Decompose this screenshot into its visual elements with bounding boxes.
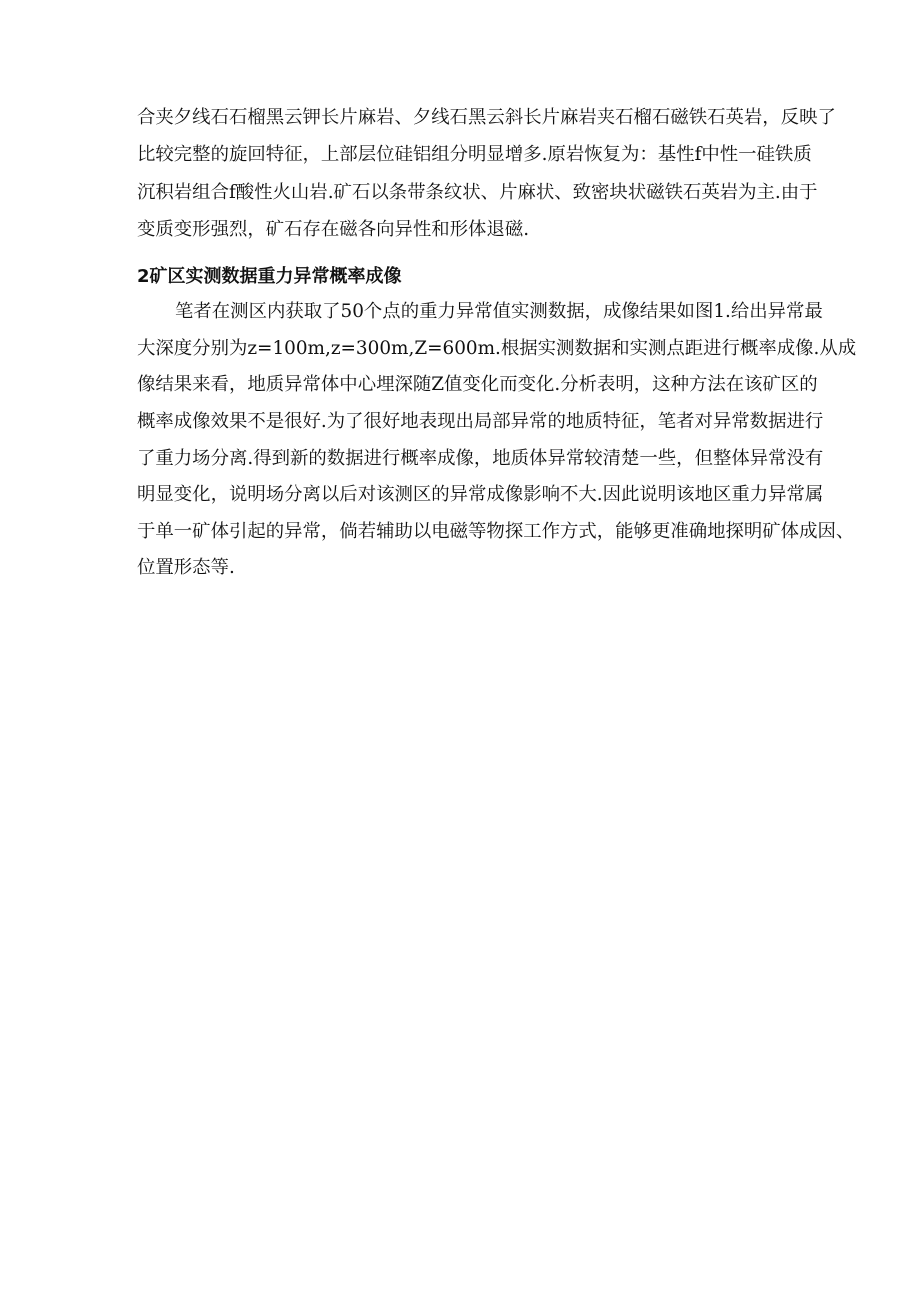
paragraph2-line-2: 大深度分别为z=100m,z=300m,Z=600m.根据实测数据和实测点距进行概率成像.从成 (137, 338, 857, 359)
section-heading: 2矿区实测数据重力异常概率成像 (137, 266, 402, 287)
paragraph2-line-3: 像结果来看，地质异常体中心埋深随Z值变化而变化.分析表明，这种方法在该矿区的 (137, 374, 818, 395)
paragraph2-line-4: 概率成像效果不是很好.为了很好地表现出局部异常的地质特征，笔者对异常数据进行 (137, 411, 824, 432)
paragraph1-line-4: 变质变形强烈，矿石存在磁各向异性和形体退磁. (137, 219, 530, 240)
paragraph2-line-5: 了重力场分离.得到新的数据进行概率成像，地质体异常较清楚一些，但整体异常没有 (137, 448, 824, 469)
paragraph2-line-1: 笔者在测区内获取了50个点的重力异常值实测数据，成像结果如图1.给出异常最 (175, 301, 823, 322)
paragraph2-line-7: 于单一矿体引起的异常，倘若辅助以电磁等物探工作方式，能够更准确地探明矿体成因、 (137, 521, 855, 542)
paragraph1-line-1: 合夹夕线石石榴黑云钾长片麻岩、夕线石黑云斜长片麻岩夹石榴石磁铁石英岩，反映了 (137, 107, 836, 128)
paragraph2-line-6: 明显变化，说明场分离以后对该测区的异常成像影响不大.因此说明该地区重力异常属 (137, 484, 824, 505)
paragraph2-line-8: 位置形态等. (137, 557, 235, 578)
paragraph1-line-2: 比较完整的旋回特征，上部层位硅铝组分明显增多.原岩恢复为：基性f中性一硅铁质 (137, 144, 812, 165)
paragraph1-line-3: 沉积岩组合f酸性火山岩.矿石以条带条纹状、片麻状、致密块状磁铁石英岩为主.由于 (137, 182, 818, 203)
